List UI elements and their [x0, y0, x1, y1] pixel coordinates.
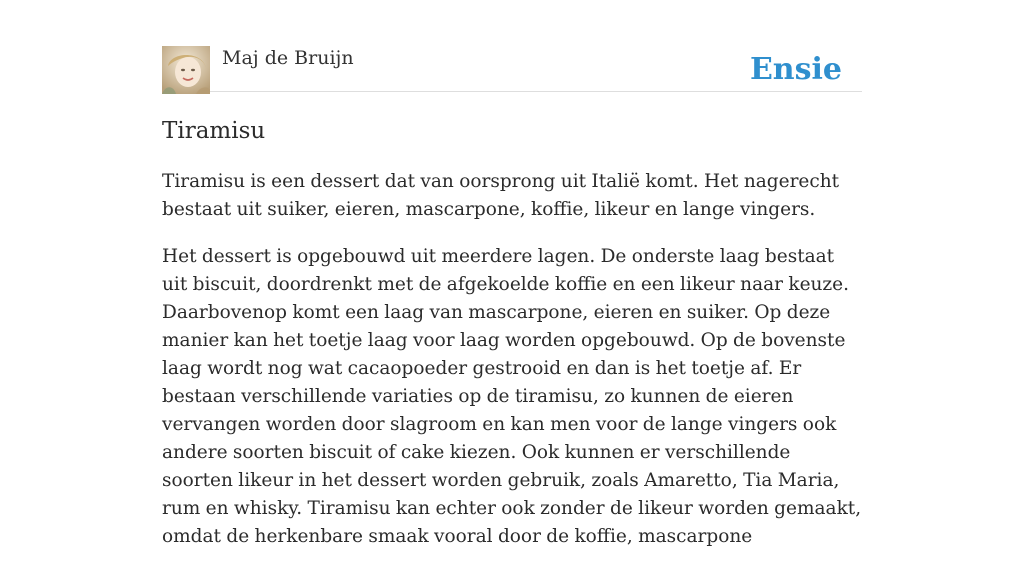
brand-logo[interactable]: Ensie — [749, 52, 842, 87]
header — [162, 46, 862, 92]
article-page — [162, 0, 862, 547]
article-body — [162, 168, 862, 570]
paragraph: Tiramisu is een dessert dat van oorsprong uit Italië komt. Het nagerecht bestaat uit suiker, eieren, mascarpone, koffie, likeur en lange vingers. — [162, 171, 840, 220]
page-title: Tiramisu — [162, 118, 266, 144]
author-name[interactable]: Maj de Bruijn — [222, 47, 354, 69]
author-photo-icon — [162, 46, 210, 94]
paragraph: Het dessert is opgebouwd uit meerdere lagen. De onderste laag bestaat uit biscuit, doordrenkt met de afgekoelde koffie en een likeur naar keuze. Daarbovenop komt een laag van mascarpone, eieren en suiker. Op deze manier kan het toetje laag voor laag worden opgebouwd. Op de bovenste laag wordt nog wat cacaopoeder gestrooid en dan is het toetje af. Er bestaan verschillende variaties op de tiramisu, zo kunnen de eieren vervangen worden door slagroom en kan men voor de lange vingers ook andere soorten biscuit of cake kiezen. Ook kunnen er verschillende soorten likeur in het dessert worden gebruik, zoals Amaretto, Tia Maria, rum en whisky. Tiramisu kan echter ook zonder de likeur worden gemaakt, omdat de herkenbare smaak vooral door de koffie, mascarpone — [162, 246, 862, 547]
avatar[interactable] — [162, 46, 210, 94]
